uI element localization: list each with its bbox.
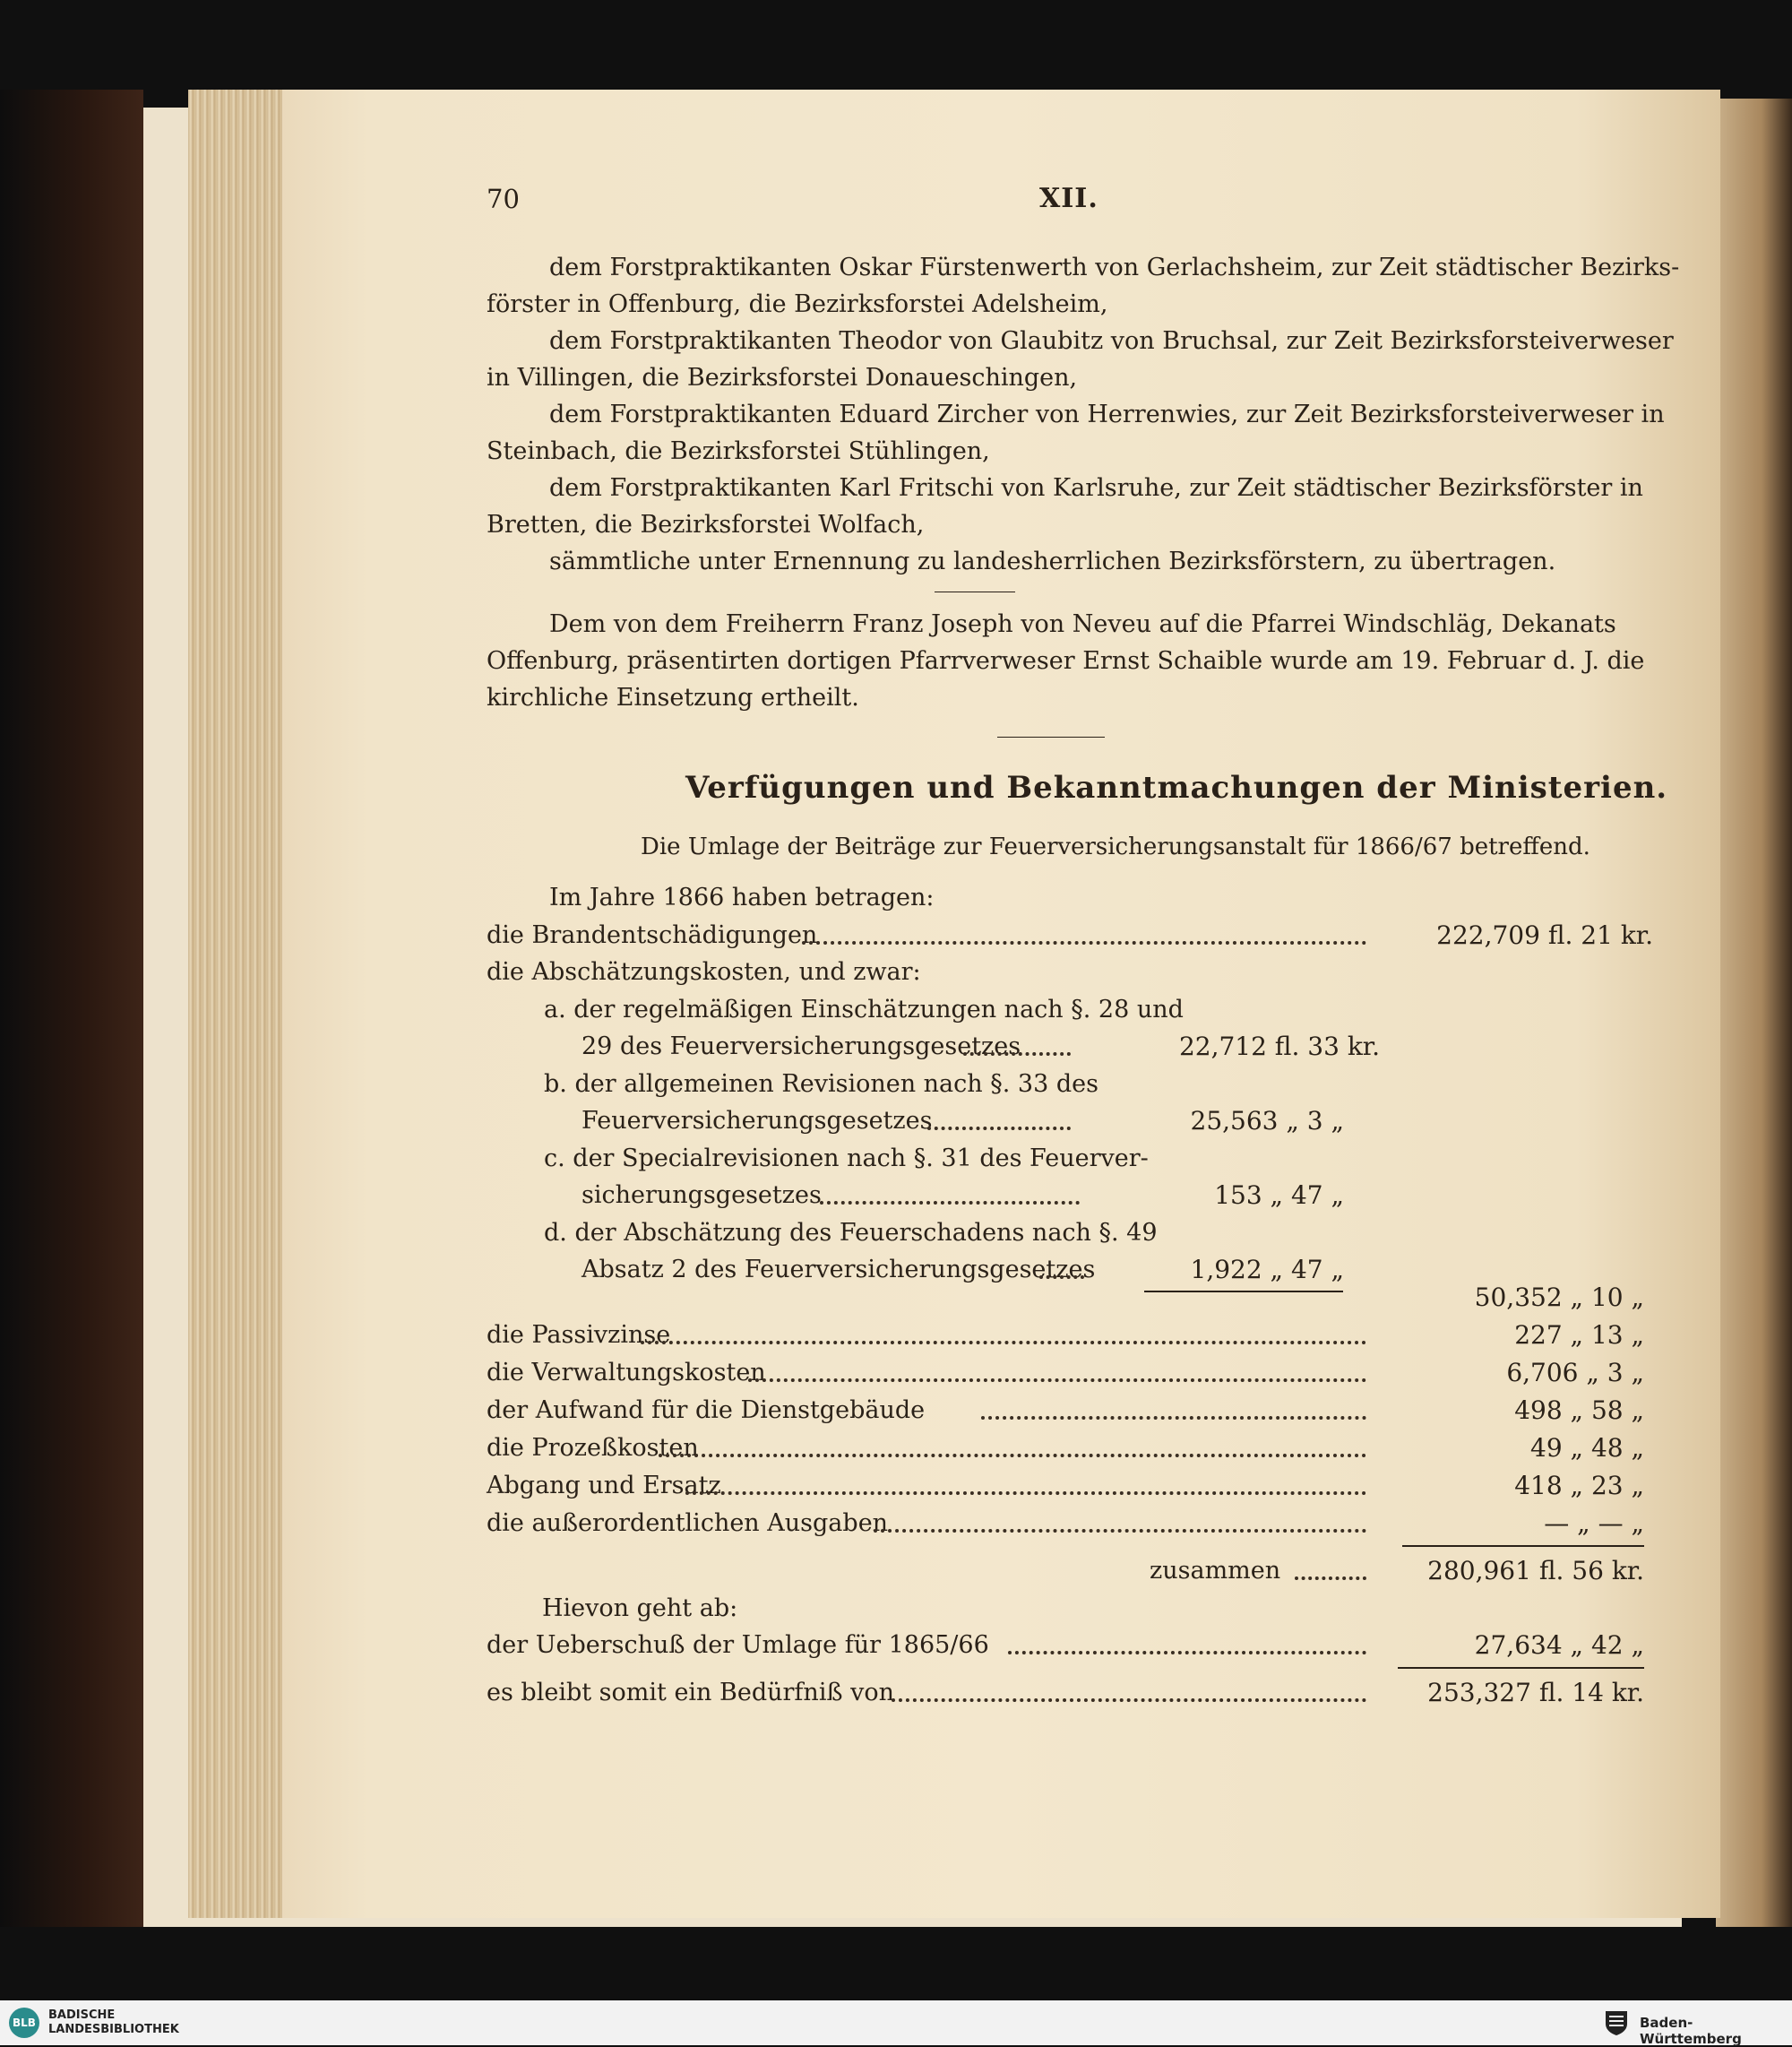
row-amount: 498 „ 58 „ (1514, 1395, 1644, 1425)
text-line: Offenburg, präsentirten dortigen Pfarrverweser Ernst Schaible wurde am 19. Februar d. J. die (487, 647, 1645, 675)
dot-leader (802, 941, 1366, 945)
row-label: die außerordentlichen Ausgaben (487, 1509, 889, 1537)
dot-leader (1039, 1275, 1084, 1279)
section-subtitle: Die Umlage der Beiträge zur Feuerversicherungsanstalt für 1866/67 betreffend. (641, 833, 1590, 860)
intro-text: Im Jahre 1866 haben betragen: (549, 884, 935, 911)
deduct-intro: Hievon geht ab: (542, 1594, 738, 1622)
text-line: dem Forstpraktikanten Karl Fritschi von Karlsruhe, zur Zeit städtischer Bezirksförster in (549, 474, 1643, 502)
sub-row-amount: 22,712 fl. 33 kr. (1178, 1032, 1380, 1061)
remaining-label: es bleibt somit ein Bedürfniß von (487, 1679, 894, 1706)
separator (997, 737, 1105, 738)
row-label: die Abschätzungskosten, und zwar: (487, 958, 921, 986)
row-amount: 227 „ 13 „ (1514, 1320, 1644, 1350)
sub-row-label: c. der Specialrevisionen nach §. 31 des Feuerver- (544, 1144, 1149, 1172)
sub-row-label: Feuerversicherungsgesetzes (582, 1107, 933, 1135)
row-amount: 49 „ 48 „ (1530, 1433, 1644, 1463)
page-stack-edges (188, 90, 287, 1918)
dot-leader (659, 1454, 1366, 1457)
sub-row-label: 29 des Feuerversicherungsgesetzes (582, 1032, 1021, 1060)
state-name[interactable]: Baden-Württemberg (1640, 2015, 1742, 2047)
sub-row-label: a. der regelmäßigen Einschätzungen nach §. 28 und (544, 996, 1184, 1024)
text-line: dem Forstpraktikanten Oskar Fürstenwerth von Gerlachsheim, zur Zeit städtischer Bezirks- (549, 254, 1680, 281)
dot-leader (820, 1201, 1080, 1205)
row-label: der Aufwand für die Dienstgebäude (487, 1396, 926, 1424)
page-number: 70 (487, 184, 520, 214)
sub-row-label: d. der Abschätzung des Feuerschadens nach §. 49 (544, 1219, 1158, 1247)
row-label: die Prozeßkosten (487, 1434, 699, 1462)
sub-row-label: Absatz 2 des Feuerversicherungsgesetzes (582, 1256, 1096, 1283)
text-line: dem Forstpraktikanten Theodor von Glaubitz von Bruchsal, zur Zeit Bezirksforsteiverweser (549, 327, 1674, 355)
book-page (282, 90, 1720, 1918)
sub-row-amount: 1,922 „ 47 „ (1190, 1255, 1344, 1284)
remaining-rule (1398, 1667, 1644, 1669)
row-amount: — „ — „ (1544, 1508, 1644, 1538)
dot-leader (963, 1052, 1071, 1056)
sub-row-amount: 25,563 „ 3 „ (1190, 1106, 1344, 1136)
blb-logo[interactable]: BLB (9, 2008, 39, 2038)
sub-row-amount: 153 „ 47 „ (1214, 1180, 1344, 1210)
viewer-footer (0, 2000, 1792, 2045)
row-amount: 222,709 fl. 21 kr. (1436, 920, 1653, 950)
dot-leader (892, 1698, 1366, 1702)
library-name-line1: BADISCHE (48, 2008, 116, 2022)
total-rule (1402, 1545, 1644, 1547)
coat-of-arms-icon (1604, 2009, 1629, 2036)
text-line: förster in Offenburg, die Bezirksforstei Adelsheim, (487, 290, 1108, 318)
dot-leader (641, 1341, 1366, 1344)
library-name (48, 2008, 179, 2037)
text-line: Steinbach, die Bezirksforstei Stühlingen, (487, 437, 990, 465)
row-label: die Passivzinse (487, 1321, 671, 1349)
total-label: zusammen (1150, 1557, 1281, 1585)
dot-leader (874, 1529, 1366, 1533)
page-header: XII. (1039, 183, 1098, 214)
row-amount: 418 „ 23 „ (1514, 1471, 1644, 1500)
subtotal-rule (1144, 1291, 1343, 1292)
sub-row-label: sicherungsgesetzes (582, 1181, 822, 1209)
row-label: die Brandentschädigungen (487, 921, 818, 949)
row-label: der Ueberschuß der Umlage für 1865/66 (487, 1631, 989, 1659)
book-spine (0, 90, 143, 1927)
sub-row-label: b. der allgemeinen Revisionen nach §. 33 des (544, 1070, 1098, 1098)
total-amount: 280,961 fl. 56 kr. (1427, 1556, 1644, 1585)
dot-leader (748, 1378, 1366, 1382)
text-line: sämmtliche unter Ernennung zu landesherrlichen Bezirksförstern, zu übertragen. (549, 548, 1556, 575)
dot-leader (927, 1127, 1071, 1130)
text-line: Dem von dem Freiherrn Franz Joseph von Neveu auf die Pfarrei Windschläg, Dekanats (549, 610, 1616, 638)
text-line: Bretten, die Bezirksforstei Wolfach, (487, 511, 925, 539)
right-page-edge (1716, 99, 1792, 1927)
dot-leader (1008, 1651, 1366, 1654)
dot-leader (1295, 1576, 1366, 1580)
row-label: die Verwaltungskosten (487, 1359, 766, 1386)
remaining-amount: 253,327 fl. 14 kr. (1427, 1678, 1644, 1707)
text-line: dem Forstpraktikanten Eduard Zircher von Herrenwies, zur Zeit Bezirksforsteiverweser in (549, 401, 1665, 428)
library-name-line2: LANDESBIBLIOTHEK (48, 2023, 179, 2036)
dot-leader (981, 1416, 1366, 1420)
row-amount: 6,706 „ 3 „ (1506, 1358, 1644, 1387)
row-amount: 27,634 „ 42 „ (1474, 1630, 1644, 1660)
text-line: in Villingen, die Bezirksforstei Donaueschingen, (487, 364, 1078, 392)
text-line: kirchliche Einsetzung ertheilt. (487, 684, 859, 712)
subtotal-amount: 50,352 „ 10 „ (1474, 1283, 1644, 1312)
row-label: Abgang und Ersatz (487, 1472, 721, 1499)
section-title: Verfügungen und Bekanntmachungen der Ministerien. (685, 770, 1668, 806)
dot-leader (685, 1491, 1366, 1495)
